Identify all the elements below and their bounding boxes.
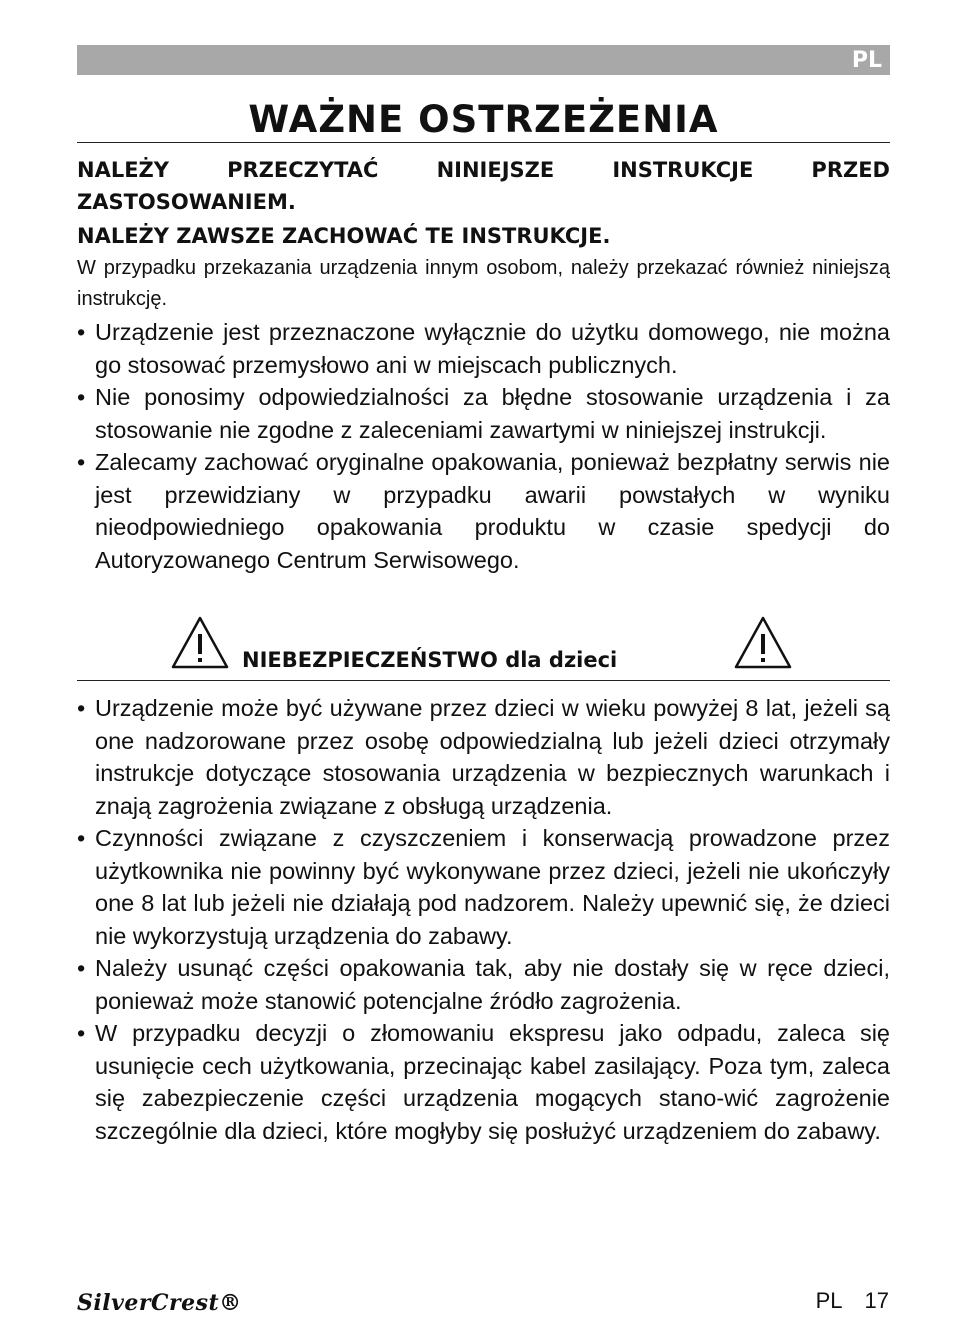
intro-paragraph: W przypadku przekazania urządzenia innym osobom, należy przekazać również niniejszą instrukcję. [77,257,890,310]
child-warnings-list [77,692,890,1147]
page-number: 17 [864,1288,889,1313]
list-item: • Urządzenie jest przeznaczone wyłącznie do użytku domowego, nie można go stosować przemysłowo ani w miejscach publicznych. [77,319,890,378]
danger-strong: NIEBEZPIECZEŃSTWO [242,648,498,672]
notice-line-3: NALEŻY ZAWSZE ZACHOWAĆ TE INSTRUKCJE. [77,224,611,248]
list-item: • Należy usunąć części opakowania tak, aby nie dostały się w ręce dzieci, ponieważ może stanowić potencjalne źródło zagrożenia. [77,955,890,1014]
general-warnings-list [77,316,890,576]
page-title: WAŻNE OSTRZEŻENIA [248,98,719,141]
notice-line-1: NALEŻY PRZECZYTAĆ NINIEJSZE INSTRUKCJE PRZED [77,158,890,182]
warning-triangle-icon [169,614,231,672]
notice-line-2: ZASTOSOWANIEM. [77,190,296,214]
warning-triangle-icon [732,614,794,672]
list-item: • Nie ponosimy odpowiedzialności za błędne stosowanie urządzenia i za stosowanie nie zgodne z zaleceniami zawartymi w niniejszej instrukcji. [77,384,890,443]
title-divider [77,142,890,143]
brand-logo: SilverCrest® [77,1290,242,1316]
danger-heading-text [242,648,617,672]
language-tag: PL [851,48,882,73]
list-item: • Czynności związane z czyszczeniem i konserwacją prowadzone przez użytkownika nie powinny być wykonywane przez dzieci, jeżeli nie ukończyły one 8 lat lub jeżeli nie działają pod nadzorem. Należy upewnić się, że dzieci nie wykorzystują urządzenia do zabawy. [77,825,890,949]
footer-lang: PL [815,1288,843,1313]
list-item: • Zalecamy zachować oryginalne opakowania, ponieważ bezpłatny serwis nie jest przewidziany w przypadku awarii powstałych w wyniku nieodpowiedniego opakowania produktu w czasie spedycji do Autoryzowanego Centrum Serwisowego. [77,449,890,573]
list-item: • W przypadku decyzji o złomowaniu ekspresu jako odpadu, zaleca się usunięcie cech użytkowania, przecinając kabel zasilający. Poza tym, zaleca się zabezpieczenie części urządzenia mogących stano-wić zagrożenie szczególnie dla dzieci, które mogłyby się posłużyć urządzeniem do zabawy. [77,1020,890,1144]
list-item: • Urządzenie może być używane przez dzieci w wieku powyżej 8 lat, jeżeli są one nadzorowane przez osobę odpowiedzialną lub jeżeli dzieci otrzymały instrukcje dotyczące stosowania urządzenia w bezpiecznych warunkach i znają zagrożenia związane z obsługą urządzenia. [77,695,890,819]
danger-rest: dla dzieci [497,648,618,672]
danger-divider [77,680,890,681]
page-footer [816,1288,889,1314]
danger-heading [77,612,890,674]
header-bar [77,45,890,75]
